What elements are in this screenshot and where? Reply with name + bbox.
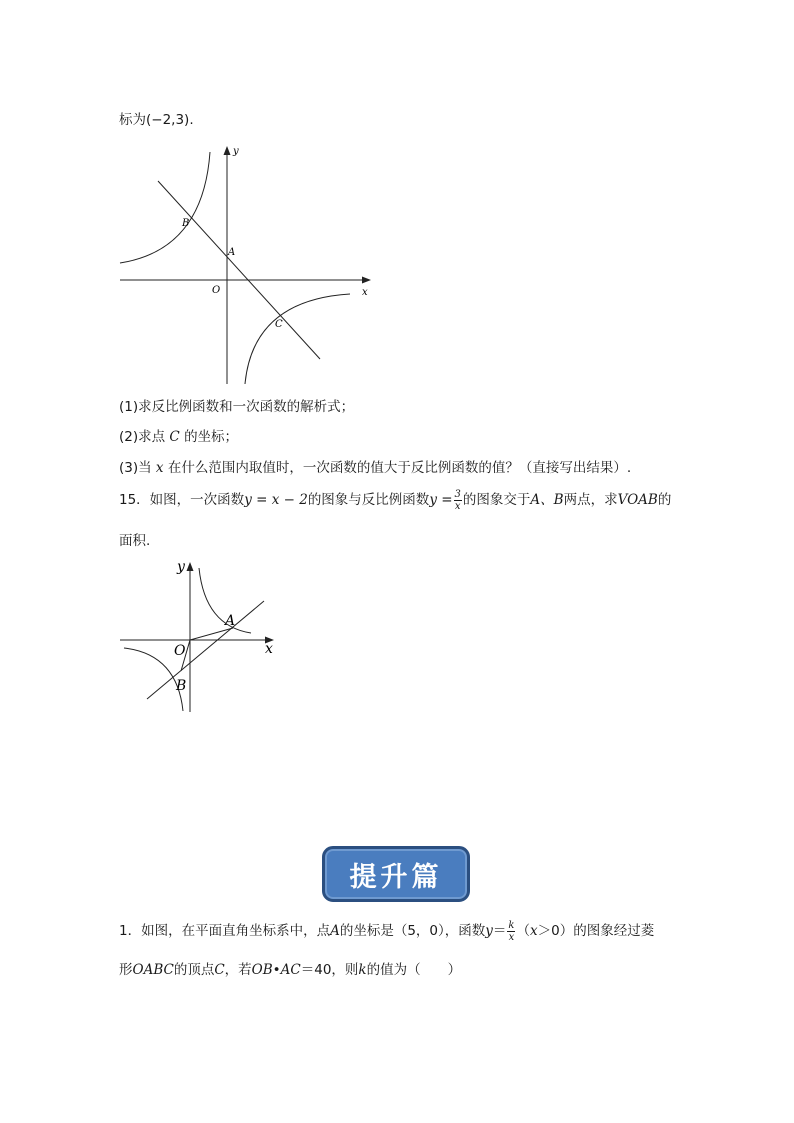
figure-1-graph bbox=[115, 140, 377, 388]
label-y: y bbox=[233, 146, 239, 157]
problem1-line1: 1．如图，在平面直角坐标系中，点A的坐标是（5，0），函数y＝ $\frac{k}{x}$ （x＞0）的图象经过菱 bbox=[119, 919, 655, 943]
label-x: x bbox=[362, 287, 368, 298]
hyperbola-lower-right bbox=[245, 294, 350, 384]
x-axis-arrow bbox=[362, 277, 371, 284]
coordinate-value: (−2,3) bbox=[146, 112, 190, 128]
q14-part2: (2)求点 C 的坐标； bbox=[119, 429, 239, 445]
q15-line2: 面积. bbox=[119, 533, 151, 549]
segment-OA bbox=[190, 628, 233, 640]
label-A: A bbox=[228, 247, 236, 258]
triangle-symbol: VOAB bbox=[617, 492, 658, 508]
label-y: y bbox=[177, 559, 185, 575]
label-C: C bbox=[275, 319, 283, 330]
label-x: x bbox=[265, 641, 273, 657]
problem1-line2: 形OABC的顶点C，若OB•AC＝40，则k的值为（ ） bbox=[119, 962, 462, 978]
q15-line1: 15．如图，一次函数y = x − 2的图象与反比例函数y = $\frac{3}{x}$ 的图象交于A、B两点，求VOAB的 bbox=[119, 488, 672, 512]
k-over-x-fraction: $\frac{k}{x}$ bbox=[508, 919, 515, 943]
linear-function-line bbox=[147, 601, 264, 699]
top-text-line: 标为(−2,3). bbox=[119, 112, 194, 128]
label-A: A bbox=[225, 613, 236, 629]
label-O: O bbox=[212, 285, 221, 296]
y-axis-arrow bbox=[224, 146, 231, 155]
y-axis-arrow bbox=[187, 562, 194, 571]
figure-2-graph bbox=[117, 556, 283, 716]
label-O: O bbox=[174, 643, 186, 659]
section-badge bbox=[322, 846, 470, 902]
linear-equation: y = x − 2 bbox=[244, 492, 308, 508]
hyperbola-upper-left bbox=[120, 152, 210, 263]
linear-function-line bbox=[158, 181, 320, 359]
q14-part1: (1)求反比例函数和一次函数的解析式； bbox=[119, 399, 355, 415]
section-badge-label: 提升篇 bbox=[349, 861, 443, 893]
label-B: B bbox=[176, 678, 187, 694]
label-B: B bbox=[182, 218, 190, 229]
q14-part3: (3)当 x 在什么范围内取值时，一次函数的值大于反比例函数的值？（直接写出结果）. bbox=[119, 460, 632, 476]
inverse-fraction: $\frac{3}{x}$ bbox=[454, 488, 461, 512]
